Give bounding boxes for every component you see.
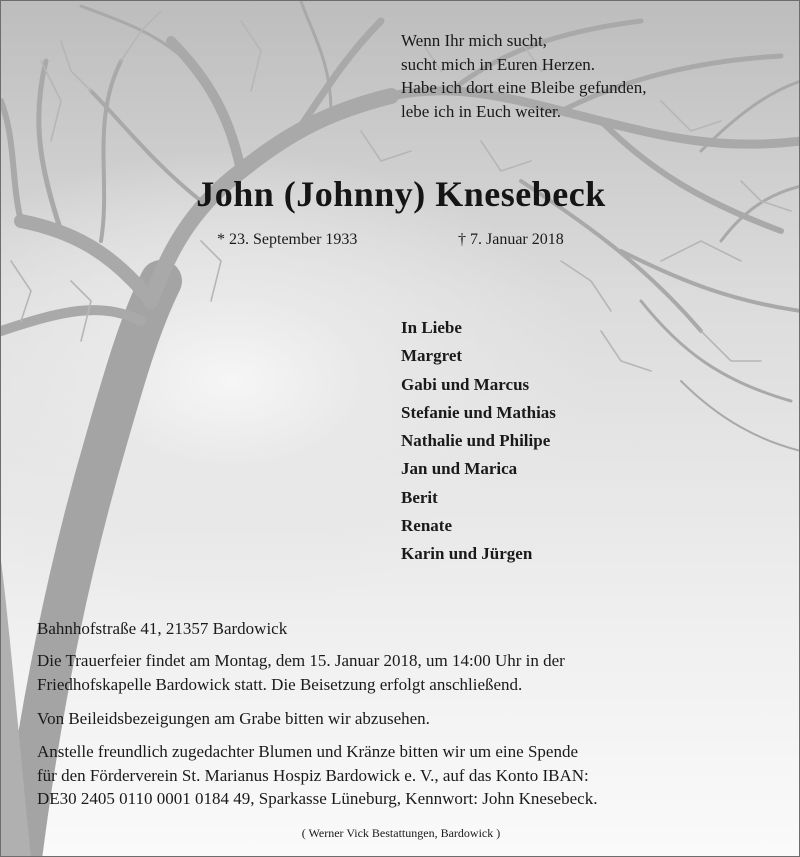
donation-line: DE30 2405 0110 0001 0184 49, Sparkasse Lüneburg, Kennwort: John Knesebeck. [37, 789, 598, 808]
mourner-line: Nathalie und Philipe [401, 431, 551, 451]
mourner-line: Margret [401, 346, 463, 366]
undertaker-credit: ( Werner Vick Bestattungen, Bardowick ) [301, 826, 501, 840]
funeral-line: Friedhofskapelle Bardowick statt. Die Beisetzung erfolgt anschließend. [37, 674, 523, 694]
mourner-line: Berit [401, 487, 438, 507]
donation-line: Anstelle freundlich zugedachter Blumen und Kränze bitten wir um eine Spende [37, 742, 578, 761]
poem-line: sucht mich in Euren Herzen. [401, 54, 596, 74]
mourner-line: Renate [401, 516, 452, 536]
poem-line: Habe ich dort eine Bleibe gefunden, [401, 78, 647, 97]
birth-date: * 23. September 1933 [217, 231, 358, 248]
memorial-poem [401, 29, 646, 123]
donation-request [37, 740, 597, 811]
donation-line: für den Förderverein St. Marianus Hospiz Bardowick e. V., auf das Konto IBAN: [37, 765, 589, 785]
mourner-line: Karin und Jürgen [401, 544, 533, 564]
funeral-line: Die Trauerfeier findet am Montag, dem 15. Januar 2018, um 14:00 Uhr in der [37, 651, 565, 670]
funeral-announcement [37, 649, 565, 696]
death-date: † 7. Januar 2018 [458, 231, 564, 248]
condolence-note: Von Beileidsbezeigungen am Grabe bitten wir abzusehen. [37, 709, 430, 728]
deceased-name: John (Johnny) Knesebeck [196, 174, 606, 214]
mourner-line: Gabi und Marcus [401, 374, 530, 394]
mourner-line: In Liebe [401, 318, 462, 337]
mourner-line: Stefanie und Mathias [401, 402, 556, 422]
mourner-line: Jan und Marica [401, 459, 518, 479]
poem-line: Wenn Ihr mich sucht, [401, 31, 547, 50]
poem-line: lebe ich in Euch weiter. [401, 101, 562, 121]
address: Bahnhofstraße 41, 21357 Bardowick [37, 619, 288, 638]
mourners-list [401, 315, 556, 570]
